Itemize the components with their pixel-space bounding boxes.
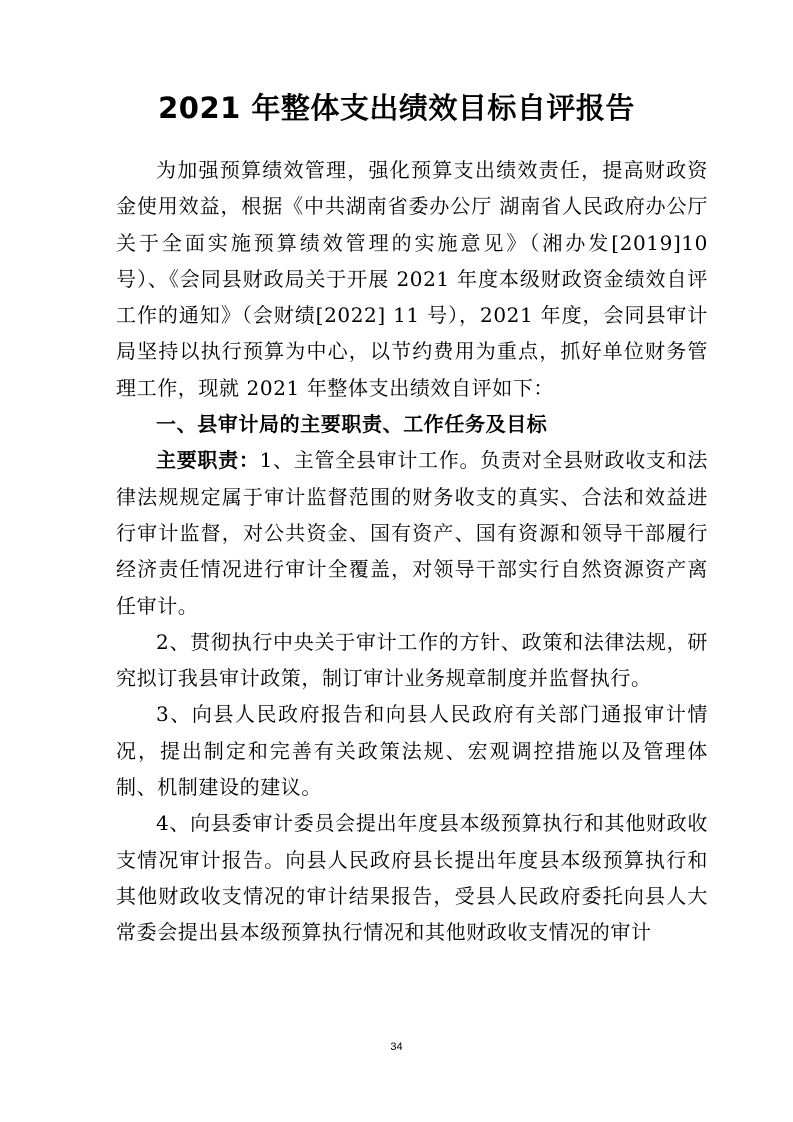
section-heading: 一、县审计局的主要职责、工作任务及目标 [156,412,548,437]
duty-paragraph-3: 3、向县人民政府报告和向县人民政府有关部门通报审计情况，提出制定和完善有关政策法规、宏观调控措施以及管理体制、机制建设的建议。 [116,702,708,800]
document-body [116,152,708,951]
duty-paragraph-2: 2、贯彻执行中央关于审计工作的方针、政策和法律法规，研究拟订我县审计政策，制订审计业务规章制度并监督执行。 [116,629,708,691]
duty-1-text: 1、主管全县审计工作。负责对全县财政收支和法律法规规定属于审计监督范围的财务收支的真实、合法和效益进行审计监督，对公共资金、国有资产、国有资源和领导干部履行经济责任情况进行审计全覆盖，对领导干部实行自然资源资产离任审计。 [116,448,708,618]
duty-paragraph-1 [116,442,708,623]
intro-paragraph: 为加强预算绩效管理，强化预算支出绩效责任，提高财政资金使用效益，根据《中共湖南省委办公厅 湖南省人民政府办公厅关于全面实施预算绩效管理的实施意见》（湘办发[2019]10 号）、《会同县财政局关于开展 2021 年度本级财政资金绩效自评工作的通知》（会财绩[2022] 11 号），2021 年度，会同县审计局坚持以执行预算为中心，以节约费用为重点，抓好单位财务管理工作，现就 2021 年整体支出绩效自评如下： [116,158,708,400]
document-title: 2021 年整体支出绩效目标自评报告 [158,91,635,125]
page-number: 34 [390,1041,403,1053]
duty-paragraph-4: 4、向县委审计委员会提出年度县本级预算执行和其他财政收支情况审计报告。向县人民政府县长提出年度县本级预算执行和其他财政收支情况的审计结果报告，受县人民政府委托向县人大常委会提出县本级预算执行情况和其他财政收支情况的审计 [116,811,708,945]
duty-label: 主要职责： [156,448,260,473]
